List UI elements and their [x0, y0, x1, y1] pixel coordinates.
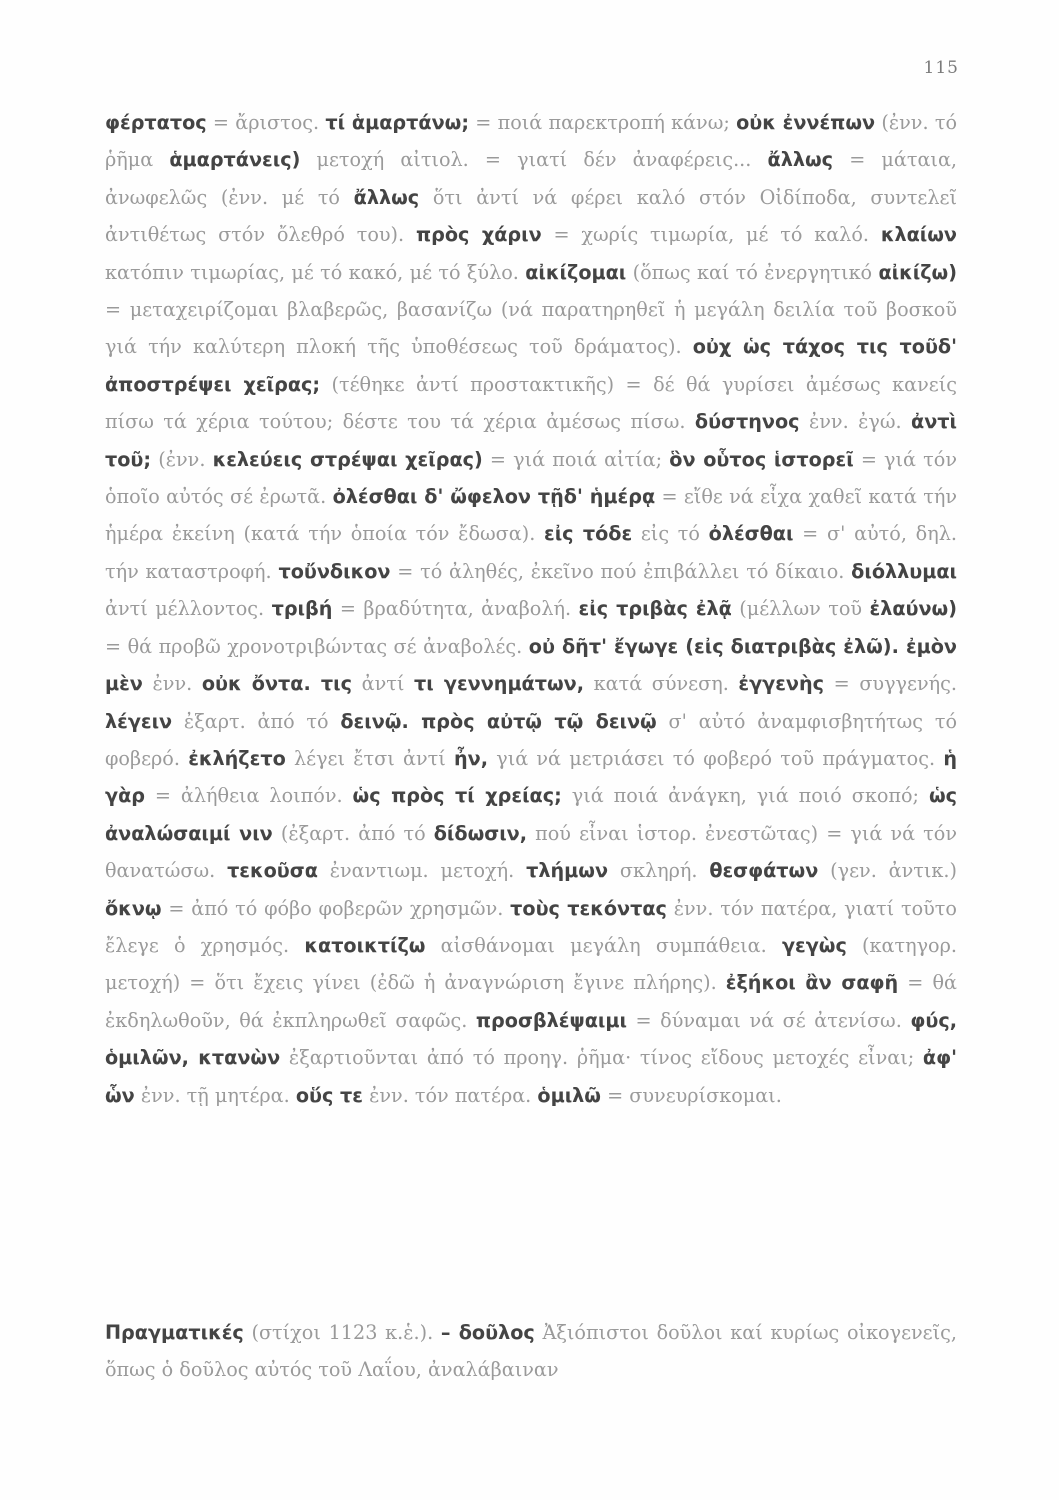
gloss-text: (κατηγορ. μετοχή) = ὅτι ἔχεις γίνει (ἐδῶ ἡ ἀναγνώριση ἔγινε πλήρης). — [105, 933, 957, 995]
lemma-term: ἀντὶ τοῦ; — [105, 410, 958, 471]
gloss-text: = μάταια, ἀνωφελῶς (ἐνν. μέ τό — [105, 148, 957, 209]
lemma-term: τλήμων — [526, 859, 609, 883]
gloss-text: σ' αὐτό ἀναμφισβητήτως τό φοβερό. — [105, 709, 957, 770]
gloss-text: (ἐνν. τό ῥῆμα — [105, 111, 957, 172]
lemma-term: ἐγγενὴς — [738, 672, 825, 696]
gloss-text: ἀντί — [352, 672, 414, 696]
lemma-term: αἰκίζω) — [878, 260, 957, 284]
lemma-term: Πραγματικές — [105, 1321, 244, 1344]
gloss-text: ἐξαρτ. ἀπό τό — [172, 709, 341, 733]
gloss-text: = τό ἀληθές, ἐκεῖνο πού ἐπιβάλλει τό δίκαιο. — [390, 559, 852, 583]
gloss-text: (ὅπως καί τό ἐνεργητικό — [626, 260, 879, 284]
gloss-text: = ποιά παρεκτροπή κάνω; — [469, 111, 737, 134]
gloss-text: = χωρίς τιμωρία, μέ τό καλό. — [541, 223, 881, 247]
lemma-term: ἐλαύνω) — [869, 597, 957, 621]
lemma-term: ἀφ' ὧν — [105, 1046, 957, 1107]
gloss-text: Ἀξιόπιστοι δοῦλοι καί κυρίως οἰκογενεῖς, ὅπως ὁ δοῦλος αὐτός τοῦ Λαΐου, ἀναλάβαιναν — [105, 1321, 957, 1382]
lemma-term: ὃν οὗτος ἱστορεῖ — [669, 447, 854, 471]
lemma-term: κλαίων — [880, 223, 957, 247]
lemma-term: τι γεννημάτων, — [413, 672, 585, 696]
lemma-term: ἡ γὰρ — [105, 746, 957, 808]
lemma-term: τοὔνδικον — [278, 559, 391, 583]
gloss-text: = μεταχειρίζομαι βλαβερῶς, βασανίζω (νά παρατηρηθεῖ ἡ μεγάλη δειλία τοῦ βοσκοῦ γιά τήν καλύτερη πλοκή τῆς ὑποθέσεως τοῦ δράματος). — [105, 298, 957, 359]
gloss-text: σκληρή. — [608, 859, 710, 883]
lemma-term: τριβή — [271, 597, 333, 621]
gloss-text: = συνευρίσκομαι. — [601, 1083, 782, 1107]
lemma-term: ἄλλως — [353, 185, 420, 209]
gloss-text: ἐνν. ἐγώ. — [799, 410, 912, 434]
lemma-term: οὐκ ἐννέπων — [736, 111, 876, 134]
gloss-text: γιά ποιά ἀνάγκη, γιά ποιό σκοπό; — [561, 784, 929, 808]
gloss-text: = θά προβῶ χρονοτριβώντας σέ ἀναβολές. — [105, 634, 529, 658]
gloss-text: λέγει ἔτσι ἀντί — [285, 746, 454, 770]
gloss-text: = δύναμαι νά σέ ἀτενίσω. — [626, 1008, 911, 1032]
lemma-term: δίδωσιν, — [433, 821, 528, 845]
lemma-term: εἰς τριβὰς ἐλᾷ — [578, 597, 732, 621]
lemma-term: οὐχ ὡς τάχος τις τοῦδ' ἀποστρέψει χεῖρας; — [105, 335, 957, 396]
gloss-text: ἐνν. τόν πατέρα. — [362, 1083, 538, 1107]
page-number: 115 — [923, 58, 959, 78]
gloss-text: εἰς τό — [632, 522, 709, 546]
lemma-term: ὁμιλῶ — [537, 1083, 601, 1107]
lemma-term: οὐκ ὄντα. τις — [201, 672, 353, 696]
lemma-term: τί ἁμαρτάνω; — [325, 111, 469, 134]
lemma-term: οὐ δῆτ' ἔγωγε (εἰς διατριβὰς ἐλῶ). ἐμὸν μὲν — [105, 634, 957, 696]
commentary-paragraph — [105, 104, 957, 1114]
lemma-term: ἦν, — [453, 746, 488, 770]
lemma-term: γεγὼς — [781, 933, 847, 957]
lemma-term: ὡς πρὸς τί χρείας; — [352, 784, 562, 808]
section-paragraph — [105, 1314, 957, 1389]
lemma-term: θεσφάτων — [709, 859, 819, 883]
gloss-text: = γιά τόν ὁποῖο αὐτός σέ ἐρωτᾶ. — [105, 447, 957, 509]
gloss-text: κατόπιν τιμωρίας, μέ τό κακό, μέ τό ξύλο. — [105, 260, 526, 284]
gloss-text: = συγγενής. — [824, 672, 957, 696]
gloss-text: = ἄριστος. — [206, 111, 326, 134]
lemma-term: κατοικτίζω — [304, 933, 426, 957]
lemma-term: δύστηνος — [694, 410, 800, 434]
gloss-text: (μέλλων τοῦ — [731, 597, 870, 621]
gloss-text: (τέθηκε ἀντί προστακτικῆς) = δέ θά γυρίσει ἀμέσως κανείς πίσω τά χέρια τούτου; δέστε του τά χέρια ἀμέσως πίσω. — [105, 372, 957, 434]
lemma-term: εἰς τόδε — [544, 522, 633, 546]
lemma-term: ἄλλως — [767, 148, 834, 172]
lemma-term: ὡς ἀναλώσαιμί νιν — [105, 784, 958, 845]
lemma-term: τεκοῦσα — [227, 859, 318, 883]
gloss-text: (ἐξαρτ. ἀπό τό — [272, 821, 434, 845]
gloss-text: αἰσθάνομαι μεγάλη συμπάθεια. — [425, 933, 782, 957]
lemma-term: αἰκίζομαι — [525, 260, 627, 284]
lemma-term: διόλλυμαι — [851, 559, 958, 583]
lemma-term: πρὸς χάριν — [415, 223, 542, 247]
gloss-text: μετοχή αἰτιολ. = γιατί δέν ἀναφέρεις... — [300, 148, 768, 172]
gloss-text: κατά σύνεση. — [584, 672, 739, 696]
gloss-text: (ἐνν. — [151, 447, 213, 471]
gloss-text: = εἴθε νά εἶχα χαθεῖ κατά τήν ἡμέρα ἐκείνη (κατά τήν ὁποία τόν ἔδωσα). — [105, 485, 957, 546]
gloss-text: (γεν. ἀντικ.) — [818, 859, 957, 883]
lemma-term: – δοῦλος — [440, 1321, 535, 1344]
gloss-text: = ἀπό τό φόβο φοβερῶν χρησμῶν. — [161, 896, 511, 920]
gloss-text: πού εἶναι ἱστορ. ἐνεστῶτας) = γιά νά τόν θανατώσω. — [105, 821, 957, 883]
lemma-term: ὀλέσθαι δ' ὤφελον τῇδ' ἡμέρᾳ — [332, 485, 656, 509]
gloss-text: (στίχοι 1123 κ.ἑ.). — [243, 1321, 441, 1344]
gloss-text: ἐξαρτιοῦνται ἀπό τό προηγ. ῥῆμα· τίνος εἴδους μετοχές εἶναι; — [280, 1046, 923, 1070]
lemma-term: λέγειν — [105, 709, 173, 733]
gloss-text: ἀντί μέλλοντος. — [105, 597, 272, 621]
lemma-term: δεινῷ. πρὸς αὐτῷ τῷ δεινῷ — [340, 709, 657, 733]
lemma-term: ἐξήκοι ἂν σαφῆ — [725, 971, 899, 995]
gloss-text: = βραδύτητα, ἀναβολή. — [332, 597, 579, 621]
lemma-term: προσβλέψαιμι — [475, 1008, 627, 1032]
gloss-text: ἐνν. τῇ μητέρα. — [134, 1083, 296, 1107]
gloss-text: ὅτι ἀντί νά φέρει καλό στόν Οἰδίποδα, συντελεῖ ἀντιθέτως στόν ὄλεθρό του). — [105, 185, 957, 247]
gloss-text: = γιά ποιά αἰτία; — [482, 447, 670, 471]
lemma-term: ὀλέσθαι — [708, 522, 794, 546]
gloss-text: = ἀλήθεια λοιπόν. — [145, 784, 353, 808]
lemma-term: φέρτατος — [105, 111, 207, 134]
lemma-term: ἁμαρτάνεις) — [169, 148, 301, 172]
lemma-term: ἐκλήζετο — [188, 746, 286, 770]
gloss-text: = θά ἐκδηλωθοῦν, θά ἐκπληρωθεῖ σαφῶς. — [105, 971, 957, 1032]
lemma-term: οὕς τε — [295, 1083, 363, 1107]
gloss-text: ἐναντιωμ. μετοχή. — [317, 859, 527, 883]
lemma-term: ὄκνῳ — [105, 896, 162, 920]
gloss-text: ἐνν. — [142, 672, 202, 696]
gloss-text: ἐνν. τόν πατέρα, γιατί τοῦτο ἔλεγε ὁ χρησμός. — [105, 896, 957, 957]
lemma-term: κελεύεις στρέψαι χεῖρας) — [212, 447, 483, 471]
lemma-term: τοὺς τεκόντας — [510, 896, 667, 920]
lemma-term: φύς, ὁμιλῶν, κτανὼν — [105, 1008, 957, 1070]
gloss-text: γιά νά μετριάσει τό φοβερό τοῦ πράγματος. — [488, 746, 944, 770]
gloss-text: = σ' αὐτό, δηλ. τήν καταστροφή. — [105, 522, 957, 583]
